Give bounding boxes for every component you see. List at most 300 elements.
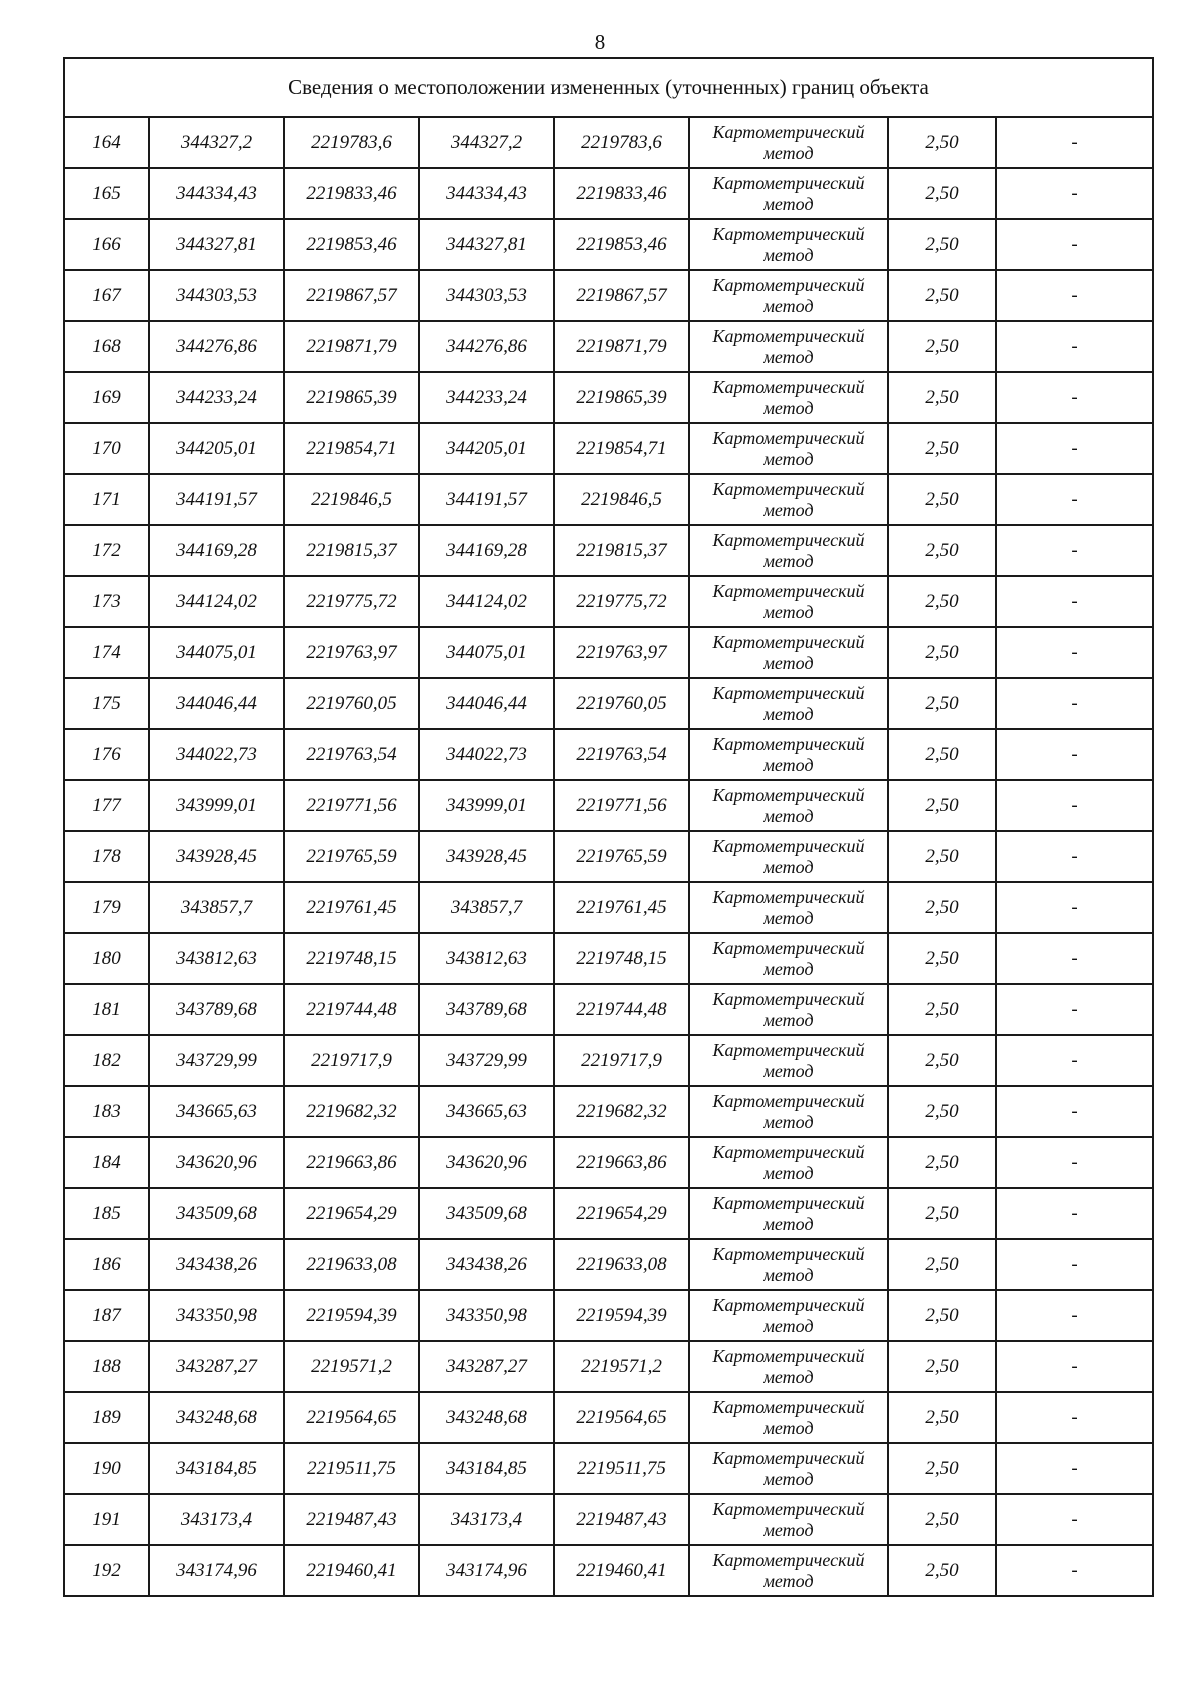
method-line-2: метод bbox=[763, 295, 814, 316]
accuracy-cell: 2,50 bbox=[888, 1392, 996, 1443]
refined-x-cell: 344046,44 bbox=[419, 678, 554, 729]
note-cell: - bbox=[996, 219, 1153, 270]
point-number-cell: 169 bbox=[64, 372, 149, 423]
existing-x-cell: 344191,57 bbox=[149, 474, 284, 525]
note-cell: - bbox=[996, 168, 1153, 219]
table-header-row bbox=[64, 58, 1153, 117]
refined-x-cell: 343173,4 bbox=[419, 1494, 554, 1545]
method-cell bbox=[689, 525, 888, 576]
refined-y-cell: 2219815,37 bbox=[554, 525, 689, 576]
point-number-cell: 166 bbox=[64, 219, 149, 270]
accuracy-cell: 2,50 bbox=[888, 729, 996, 780]
accuracy-cell: 2,50 bbox=[888, 321, 996, 372]
method-cell bbox=[689, 1239, 888, 1290]
point-number-cell: 187 bbox=[64, 1290, 149, 1341]
method-line-1: Картометрический bbox=[712, 274, 865, 295]
method-cell bbox=[689, 1494, 888, 1545]
point-number-cell: 168 bbox=[64, 321, 149, 372]
accuracy-cell: 2,50 bbox=[888, 525, 996, 576]
method-line-2: метод bbox=[763, 1162, 814, 1183]
table-row bbox=[64, 1239, 1153, 1290]
accuracy-cell: 2,50 bbox=[888, 576, 996, 627]
method-line-2: метод bbox=[763, 346, 814, 367]
refined-y-cell: 2219763,54 bbox=[554, 729, 689, 780]
note-cell: - bbox=[996, 474, 1153, 525]
table-row bbox=[64, 1392, 1153, 1443]
accuracy-cell: 2,50 bbox=[888, 933, 996, 984]
refined-x-cell: 343928,45 bbox=[419, 831, 554, 882]
method-line-1: Картометрический bbox=[712, 427, 865, 448]
existing-y-cell: 2219846,5 bbox=[284, 474, 419, 525]
table-row bbox=[64, 423, 1153, 474]
existing-x-cell: 343620,96 bbox=[149, 1137, 284, 1188]
refined-x-cell: 344205,01 bbox=[419, 423, 554, 474]
note-cell: - bbox=[996, 780, 1153, 831]
refined-y-cell: 2219763,97 bbox=[554, 627, 689, 678]
method-line-2: метод bbox=[763, 805, 814, 826]
method-line-2: метод bbox=[763, 1111, 814, 1132]
method-line-1: Картометрический bbox=[712, 835, 865, 856]
existing-x-cell: 344303,53 bbox=[149, 270, 284, 321]
refined-y-cell: 2219771,56 bbox=[554, 780, 689, 831]
method-line-1: Картометрический bbox=[712, 631, 865, 652]
method-cell bbox=[689, 270, 888, 321]
existing-x-cell: 344327,81 bbox=[149, 219, 284, 270]
method-line-2: метод bbox=[763, 1519, 814, 1540]
method-line-1: Картометрический bbox=[712, 1345, 865, 1366]
refined-y-cell: 2219744,48 bbox=[554, 984, 689, 1035]
method-cell bbox=[689, 1188, 888, 1239]
table-row bbox=[64, 831, 1153, 882]
note-cell: - bbox=[996, 1290, 1153, 1341]
method-line-2: метод bbox=[763, 652, 814, 673]
point-number-cell: 178 bbox=[64, 831, 149, 882]
method-line-1: Картометрический bbox=[712, 682, 865, 703]
point-number-cell: 180 bbox=[64, 933, 149, 984]
method-line-2: метод bbox=[763, 1213, 814, 1234]
table-row bbox=[64, 576, 1153, 627]
existing-x-cell: 344233,24 bbox=[149, 372, 284, 423]
existing-x-cell: 343857,7 bbox=[149, 882, 284, 933]
method-line-1: Картометрический bbox=[712, 1141, 865, 1162]
point-number-cell: 188 bbox=[64, 1341, 149, 1392]
method-cell bbox=[689, 1545, 888, 1596]
note-cell: - bbox=[996, 117, 1153, 168]
method-line-1: Картометрический bbox=[712, 121, 865, 142]
note-cell: - bbox=[996, 1545, 1153, 1596]
existing-x-cell: 343789,68 bbox=[149, 984, 284, 1035]
method-cell bbox=[689, 831, 888, 882]
refined-x-cell: 344075,01 bbox=[419, 627, 554, 678]
refined-x-cell: 343857,7 bbox=[419, 882, 554, 933]
point-number-cell: 185 bbox=[64, 1188, 149, 1239]
table-row bbox=[64, 780, 1153, 831]
method-line-1: Картометрический bbox=[712, 784, 865, 805]
method-line-2: метод bbox=[763, 856, 814, 877]
existing-y-cell: 2219633,08 bbox=[284, 1239, 419, 1290]
point-number-cell: 171 bbox=[64, 474, 149, 525]
refined-y-cell: 2219564,65 bbox=[554, 1392, 689, 1443]
table-row bbox=[64, 1494, 1153, 1545]
refined-y-cell: 2219761,45 bbox=[554, 882, 689, 933]
method-line-2: метод bbox=[763, 1060, 814, 1081]
method-cell bbox=[689, 219, 888, 270]
refined-x-cell: 343174,96 bbox=[419, 1545, 554, 1596]
refined-y-cell: 2219871,79 bbox=[554, 321, 689, 372]
method-line-2: метод bbox=[763, 193, 814, 214]
table-row bbox=[64, 1035, 1153, 1086]
method-line-2: метод bbox=[763, 1009, 814, 1030]
accuracy-cell: 2,50 bbox=[888, 1188, 996, 1239]
table-row bbox=[64, 1545, 1153, 1596]
note-cell: - bbox=[996, 270, 1153, 321]
refined-x-cell: 343248,68 bbox=[419, 1392, 554, 1443]
accuracy-cell: 2,50 bbox=[888, 1239, 996, 1290]
method-line-1: Картометрический bbox=[712, 478, 865, 499]
existing-y-cell: 2219748,15 bbox=[284, 933, 419, 984]
table-row bbox=[64, 1086, 1153, 1137]
point-number-cell: 179 bbox=[64, 882, 149, 933]
method-cell bbox=[689, 1341, 888, 1392]
boundary-coordinates-table bbox=[63, 57, 1154, 1597]
existing-x-cell: 343174,96 bbox=[149, 1545, 284, 1596]
refined-x-cell: 343509,68 bbox=[419, 1188, 554, 1239]
refined-y-cell: 2219717,9 bbox=[554, 1035, 689, 1086]
table-body bbox=[64, 58, 1153, 1596]
method-line-1: Картометрический bbox=[712, 1498, 865, 1519]
method-line-1: Картометрический bbox=[712, 733, 865, 754]
accuracy-cell: 2,50 bbox=[888, 780, 996, 831]
existing-y-cell: 2219865,39 bbox=[284, 372, 419, 423]
point-number-cell: 172 bbox=[64, 525, 149, 576]
note-cell: - bbox=[996, 678, 1153, 729]
existing-y-cell: 2219775,72 bbox=[284, 576, 419, 627]
existing-x-cell: 344169,28 bbox=[149, 525, 284, 576]
refined-y-cell: 2219487,43 bbox=[554, 1494, 689, 1545]
existing-x-cell: 344334,43 bbox=[149, 168, 284, 219]
existing-x-cell: 343999,01 bbox=[149, 780, 284, 831]
method-line-1: Картометрический bbox=[712, 1294, 865, 1315]
existing-y-cell: 2219594,39 bbox=[284, 1290, 419, 1341]
accuracy-cell: 2,50 bbox=[888, 372, 996, 423]
refined-y-cell: 2219654,29 bbox=[554, 1188, 689, 1239]
method-cell bbox=[689, 729, 888, 780]
table-row bbox=[64, 168, 1153, 219]
existing-x-cell: 343173,4 bbox=[149, 1494, 284, 1545]
refined-y-cell: 2219833,46 bbox=[554, 168, 689, 219]
note-cell: - bbox=[996, 525, 1153, 576]
note-cell: - bbox=[996, 423, 1153, 474]
table-row bbox=[64, 678, 1153, 729]
accuracy-cell: 2,50 bbox=[888, 1137, 996, 1188]
existing-y-cell: 2219771,56 bbox=[284, 780, 419, 831]
accuracy-cell: 2,50 bbox=[888, 831, 996, 882]
note-cell: - bbox=[996, 933, 1153, 984]
note-cell: - bbox=[996, 1443, 1153, 1494]
refined-x-cell: 344327,81 bbox=[419, 219, 554, 270]
note-cell: - bbox=[996, 1341, 1153, 1392]
point-number-cell: 189 bbox=[64, 1392, 149, 1443]
point-number-cell: 183 bbox=[64, 1086, 149, 1137]
note-cell: - bbox=[996, 321, 1153, 372]
point-number-cell: 184 bbox=[64, 1137, 149, 1188]
table-row bbox=[64, 321, 1153, 372]
existing-y-cell: 2219815,37 bbox=[284, 525, 419, 576]
refined-y-cell: 2219846,5 bbox=[554, 474, 689, 525]
note-cell: - bbox=[996, 1239, 1153, 1290]
refined-x-cell: 344022,73 bbox=[419, 729, 554, 780]
refined-y-cell: 2219682,32 bbox=[554, 1086, 689, 1137]
refined-y-cell: 2219760,05 bbox=[554, 678, 689, 729]
refined-x-cell: 343287,27 bbox=[419, 1341, 554, 1392]
existing-x-cell: 344124,02 bbox=[149, 576, 284, 627]
refined-y-cell: 2219633,08 bbox=[554, 1239, 689, 1290]
refined-y-cell: 2219775,72 bbox=[554, 576, 689, 627]
method-line-1: Картометрический bbox=[712, 886, 865, 907]
refined-y-cell: 2219460,41 bbox=[554, 1545, 689, 1596]
table-row bbox=[64, 1188, 1153, 1239]
table-row bbox=[64, 1137, 1153, 1188]
accuracy-cell: 2,50 bbox=[888, 1290, 996, 1341]
method-cell bbox=[689, 576, 888, 627]
existing-x-cell: 343184,85 bbox=[149, 1443, 284, 1494]
method-cell bbox=[689, 1086, 888, 1137]
method-line-1: Картометрический bbox=[712, 1396, 865, 1417]
method-cell bbox=[689, 984, 888, 1035]
refined-y-cell: 2219865,39 bbox=[554, 372, 689, 423]
refined-y-cell: 2219594,39 bbox=[554, 1290, 689, 1341]
method-line-1: Картометрический bbox=[712, 1090, 865, 1111]
refined-x-cell: 343438,26 bbox=[419, 1239, 554, 1290]
method-line-2: метод bbox=[763, 601, 814, 622]
note-cell: - bbox=[996, 831, 1153, 882]
method-line-2: метод bbox=[763, 499, 814, 520]
existing-x-cell: 343812,63 bbox=[149, 933, 284, 984]
refined-x-cell: 343812,63 bbox=[419, 933, 554, 984]
existing-x-cell: 344327,2 bbox=[149, 117, 284, 168]
method-cell bbox=[689, 933, 888, 984]
existing-x-cell: 344046,44 bbox=[149, 678, 284, 729]
table-row bbox=[64, 1341, 1153, 1392]
method-cell bbox=[689, 780, 888, 831]
existing-y-cell: 2219744,48 bbox=[284, 984, 419, 1035]
existing-x-cell: 344075,01 bbox=[149, 627, 284, 678]
refined-x-cell: 343999,01 bbox=[419, 780, 554, 831]
accuracy-cell: 2,50 bbox=[888, 984, 996, 1035]
refined-y-cell: 2219571,2 bbox=[554, 1341, 689, 1392]
method-cell bbox=[689, 678, 888, 729]
note-cell: - bbox=[996, 627, 1153, 678]
existing-y-cell: 2219564,65 bbox=[284, 1392, 419, 1443]
point-number-cell: 192 bbox=[64, 1545, 149, 1596]
refined-x-cell: 343620,96 bbox=[419, 1137, 554, 1188]
method-cell bbox=[689, 1035, 888, 1086]
table-row bbox=[64, 984, 1153, 1035]
method-line-2: метод bbox=[763, 1315, 814, 1336]
refined-x-cell: 344191,57 bbox=[419, 474, 554, 525]
table-row bbox=[64, 882, 1153, 933]
method-line-1: Картометрический bbox=[712, 1549, 865, 1570]
method-line-2: метод bbox=[763, 1468, 814, 1489]
existing-x-cell: 343438,26 bbox=[149, 1239, 284, 1290]
existing-y-cell: 2219854,71 bbox=[284, 423, 419, 474]
existing-y-cell: 2219760,05 bbox=[284, 678, 419, 729]
method-line-2: метод bbox=[763, 1417, 814, 1438]
method-cell bbox=[689, 1290, 888, 1341]
table-row bbox=[64, 1443, 1153, 1494]
method-line-2: метод bbox=[763, 448, 814, 469]
accuracy-cell: 2,50 bbox=[888, 270, 996, 321]
method-line-1: Картометрический bbox=[712, 988, 865, 1009]
accuracy-cell: 2,50 bbox=[888, 1494, 996, 1545]
accuracy-cell: 2,50 bbox=[888, 678, 996, 729]
point-number-cell: 174 bbox=[64, 627, 149, 678]
method-line-2: метод bbox=[763, 703, 814, 724]
method-cell bbox=[689, 168, 888, 219]
existing-x-cell: 343729,99 bbox=[149, 1035, 284, 1086]
accuracy-cell: 2,50 bbox=[888, 117, 996, 168]
refined-y-cell: 2219783,6 bbox=[554, 117, 689, 168]
point-number-cell: 186 bbox=[64, 1239, 149, 1290]
method-line-1: Картометрический bbox=[712, 1039, 865, 1060]
note-cell: - bbox=[996, 1392, 1153, 1443]
point-number-cell: 177 bbox=[64, 780, 149, 831]
refined-x-cell: 344169,28 bbox=[419, 525, 554, 576]
method-line-2: метод bbox=[763, 244, 814, 265]
accuracy-cell: 2,50 bbox=[888, 1443, 996, 1494]
existing-x-cell: 344205,01 bbox=[149, 423, 284, 474]
method-line-1: Картометрический bbox=[712, 1243, 865, 1264]
table-row bbox=[64, 933, 1153, 984]
refined-x-cell: 344303,53 bbox=[419, 270, 554, 321]
existing-y-cell: 2219867,57 bbox=[284, 270, 419, 321]
existing-y-cell: 2219487,43 bbox=[284, 1494, 419, 1545]
table-row bbox=[64, 525, 1153, 576]
method-line-1: Картометрический bbox=[712, 937, 865, 958]
note-cell: - bbox=[996, 372, 1153, 423]
note-cell: - bbox=[996, 882, 1153, 933]
refined-x-cell: 344233,24 bbox=[419, 372, 554, 423]
existing-y-cell: 2219833,46 bbox=[284, 168, 419, 219]
refined-x-cell: 344276,86 bbox=[419, 321, 554, 372]
method-cell bbox=[689, 117, 888, 168]
point-number-cell: 191 bbox=[64, 1494, 149, 1545]
point-number-cell: 176 bbox=[64, 729, 149, 780]
refined-y-cell: 2219511,75 bbox=[554, 1443, 689, 1494]
refined-x-cell: 343729,99 bbox=[419, 1035, 554, 1086]
table-row bbox=[64, 729, 1153, 780]
refined-y-cell: 2219765,59 bbox=[554, 831, 689, 882]
accuracy-cell: 2,50 bbox=[888, 423, 996, 474]
existing-x-cell: 343350,98 bbox=[149, 1290, 284, 1341]
point-number-cell: 173 bbox=[64, 576, 149, 627]
refined-y-cell: 2219867,57 bbox=[554, 270, 689, 321]
note-cell: - bbox=[996, 1035, 1153, 1086]
existing-y-cell: 2219511,75 bbox=[284, 1443, 419, 1494]
existing-y-cell: 2219871,79 bbox=[284, 321, 419, 372]
refined-x-cell: 344334,43 bbox=[419, 168, 554, 219]
table-row bbox=[64, 117, 1153, 168]
note-cell: - bbox=[996, 1137, 1153, 1188]
note-cell: - bbox=[996, 984, 1153, 1035]
refined-x-cell: 343350,98 bbox=[419, 1290, 554, 1341]
method-cell bbox=[689, 423, 888, 474]
method-cell bbox=[689, 1137, 888, 1188]
accuracy-cell: 2,50 bbox=[888, 1545, 996, 1596]
refined-y-cell: 2219748,15 bbox=[554, 933, 689, 984]
refined-y-cell: 2219853,46 bbox=[554, 219, 689, 270]
method-line-1: Картометрический bbox=[712, 1447, 865, 1468]
existing-y-cell: 2219783,6 bbox=[284, 117, 419, 168]
table-row bbox=[64, 372, 1153, 423]
existing-x-cell: 343928,45 bbox=[149, 831, 284, 882]
refined-x-cell: 343789,68 bbox=[419, 984, 554, 1035]
table-row bbox=[64, 627, 1153, 678]
method-line-1: Картометрический bbox=[712, 376, 865, 397]
existing-y-cell: 2219761,45 bbox=[284, 882, 419, 933]
existing-y-cell: 2219654,29 bbox=[284, 1188, 419, 1239]
method-line-1: Картометрический bbox=[712, 223, 865, 244]
table-title: Сведения о местоположении измененных (уточненных) границ объекта bbox=[64, 58, 1153, 117]
method-cell bbox=[689, 882, 888, 933]
method-cell bbox=[689, 321, 888, 372]
method-line-2: метод bbox=[763, 907, 814, 928]
note-cell: - bbox=[996, 1494, 1153, 1545]
method-line-2: метод bbox=[763, 1264, 814, 1285]
table-row bbox=[64, 474, 1153, 525]
existing-y-cell: 2219460,41 bbox=[284, 1545, 419, 1596]
accuracy-cell: 2,50 bbox=[888, 1086, 996, 1137]
method-line-2: метод bbox=[763, 754, 814, 775]
accuracy-cell: 2,50 bbox=[888, 1035, 996, 1086]
refined-y-cell: 2219663,86 bbox=[554, 1137, 689, 1188]
method-cell bbox=[689, 372, 888, 423]
method-line-1: Картометрический bbox=[712, 325, 865, 346]
table-row bbox=[64, 219, 1153, 270]
accuracy-cell: 2,50 bbox=[888, 882, 996, 933]
method-cell bbox=[689, 627, 888, 678]
point-number-cell: 182 bbox=[64, 1035, 149, 1086]
method-line-2: метод bbox=[763, 142, 814, 163]
existing-x-cell: 343509,68 bbox=[149, 1188, 284, 1239]
method-line-2: метод bbox=[763, 397, 814, 418]
existing-x-cell: 344022,73 bbox=[149, 729, 284, 780]
page-number: 8 bbox=[594, 30, 606, 54]
refined-x-cell: 344327,2 bbox=[419, 117, 554, 168]
method-cell bbox=[689, 1392, 888, 1443]
point-number-cell: 164 bbox=[64, 117, 149, 168]
existing-y-cell: 2219717,9 bbox=[284, 1035, 419, 1086]
refined-y-cell: 2219854,71 bbox=[554, 423, 689, 474]
existing-x-cell: 343287,27 bbox=[149, 1341, 284, 1392]
method-line-1: Картометрический bbox=[712, 529, 865, 550]
refined-x-cell: 343665,63 bbox=[419, 1086, 554, 1137]
note-cell: - bbox=[996, 1086, 1153, 1137]
method-cell bbox=[689, 474, 888, 525]
method-cell bbox=[689, 1443, 888, 1494]
existing-x-cell: 343248,68 bbox=[149, 1392, 284, 1443]
method-line-2: метод bbox=[763, 550, 814, 571]
accuracy-cell: 2,50 bbox=[888, 219, 996, 270]
existing-y-cell: 2219853,46 bbox=[284, 219, 419, 270]
point-number-cell: 170 bbox=[64, 423, 149, 474]
note-cell: - bbox=[996, 729, 1153, 780]
existing-y-cell: 2219571,2 bbox=[284, 1341, 419, 1392]
method-line-1: Картометрический bbox=[712, 580, 865, 601]
table-row bbox=[64, 270, 1153, 321]
method-line-1: Картометрический bbox=[712, 172, 865, 193]
point-number-cell: 175 bbox=[64, 678, 149, 729]
